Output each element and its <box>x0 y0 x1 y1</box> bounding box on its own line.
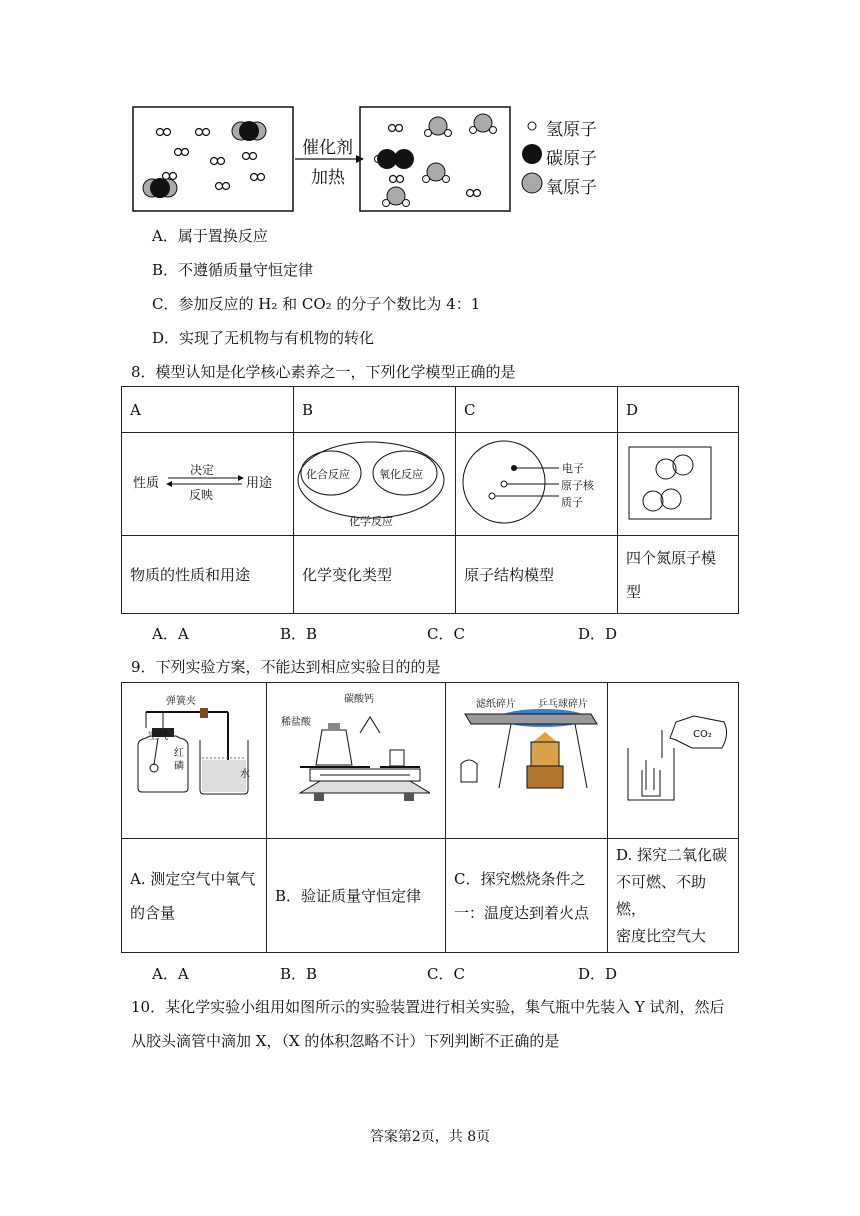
q8-choice-d[interactable]: D．D <box>578 625 618 643</box>
q7-option-a: A．属于置换反应 <box>152 227 268 245</box>
fig-a-bottom: 反映 <box>189 488 214 502</box>
reaction-diagram <box>128 104 608 216</box>
fig9a-label-clip: 弹簧夹 <box>166 696 196 707</box>
fig-c-electron: 电子 <box>562 462 584 475</box>
fig9a-apparatus <box>128 700 263 800</box>
arrow-label-heat: 加热 <box>311 168 345 188</box>
fig-a-right: 用途 <box>246 476 273 491</box>
q8-caption-b: 化学变化类型 <box>294 536 456 614</box>
fig9a-label-red: 红 <box>174 748 184 759</box>
q8-choice-b[interactable]: B．B <box>280 625 318 643</box>
q9-choice-a[interactable]: A．A <box>152 965 189 983</box>
q8-header-b: B <box>294 387 456 433</box>
arrow-label-catalyst: 催化剂 <box>302 138 353 158</box>
q8-header-c: C <box>456 387 618 433</box>
q8-caption-a: 物质的性质和用途 <box>122 536 294 614</box>
q8-caption-c: 原子结构模型 <box>456 536 618 614</box>
q7-option-c: C．参加反应的 H₂ 和 CO₂ 的分子个数比为 4：1 <box>152 295 481 313</box>
q10-line-2: 从胶头滴管中滴加 X，（X 的体积忽略不计）下列判断不正确的是 <box>131 1032 560 1050</box>
fig9d-co2-pour <box>616 708 734 808</box>
q10-line-1: 10．某化学实验小组用如图所示的实验装置进行相关实验，集气瓶中先装入 Y 试剂，然后 <box>131 998 725 1016</box>
q9-caption-d: D. 探究二氧化碳 不可燃、不助燃， 密度比空气大 <box>608 839 739 953</box>
q9-choice-c[interactable]: C．C <box>427 965 465 983</box>
q8-choice-c[interactable]: C．C <box>427 625 465 643</box>
legend-oxygen: 氧原子 <box>546 178 597 198</box>
fig-a-left: 性质 <box>133 476 160 491</box>
fig-a-arrows <box>166 474 244 488</box>
fig9c-label-pingpong: 乒乓球碎片 <box>538 699 588 710</box>
q9-caption-c: C．探究燃烧条件之 一：温度达到着火点 <box>446 839 608 953</box>
fig-b-outer: 化学反应 <box>349 515 393 528</box>
page-footer: 答案第2页，共 8页 <box>369 1129 491 1145</box>
q7-option-d: D．实现了无机物与有机物的转化 <box>152 329 375 347</box>
fig-a-top: 决定 <box>190 463 215 477</box>
q9-choice-b[interactable]: B．B <box>280 965 318 983</box>
fig-b-right: 氧化反应 <box>379 468 423 481</box>
legend-hydrogen: 氢原子 <box>546 120 597 140</box>
q9-choice-d[interactable]: D．D <box>578 965 618 983</box>
q8-header-a: A <box>122 387 294 433</box>
q8-header-d: D <box>618 387 739 433</box>
fig9b-label-caco3: 碳酸钙 <box>344 694 374 705</box>
q8-choice-a[interactable]: A．A <box>152 625 189 643</box>
q8-caption-d: 四个氮原子模 型 <box>618 536 739 614</box>
q9-caption-b: B．验证质量守恒定律 <box>267 839 446 953</box>
fig-d-nitrogen-model <box>628 446 714 522</box>
fig-c-nucleus: 原子核 <box>561 479 594 492</box>
fig9d-label-co2: CO₂ <box>693 729 712 740</box>
fig-c-proton: 质子 <box>561 496 583 509</box>
q8-stem: 8．模型认知是化学核心素养之一，下列化学模型正确的是 <box>131 363 516 381</box>
q9-caption-a: A. 测定空气中氧气 的含量 <box>122 839 267 953</box>
fig9c-burner <box>455 702 605 812</box>
legend-carbon: 碳原子 <box>546 149 597 169</box>
fig9c-label-paper: 滤纸碎片 <box>476 699 516 710</box>
q9-stem: 9．下列实验方案，不能达到相应实验目的的是 <box>131 658 441 676</box>
q7-option-b: B．不遵循质量守恒定律 <box>152 261 314 279</box>
fig9b-label-hcl: 稀盐酸 <box>281 717 311 728</box>
fig9a-label-water: 水 <box>240 769 250 780</box>
fig9a-label-air: 空气 <box>148 731 168 742</box>
fig9a-label-phos: 磷 <box>174 761 184 772</box>
fig-b-left: 化合反应 <box>306 468 350 481</box>
